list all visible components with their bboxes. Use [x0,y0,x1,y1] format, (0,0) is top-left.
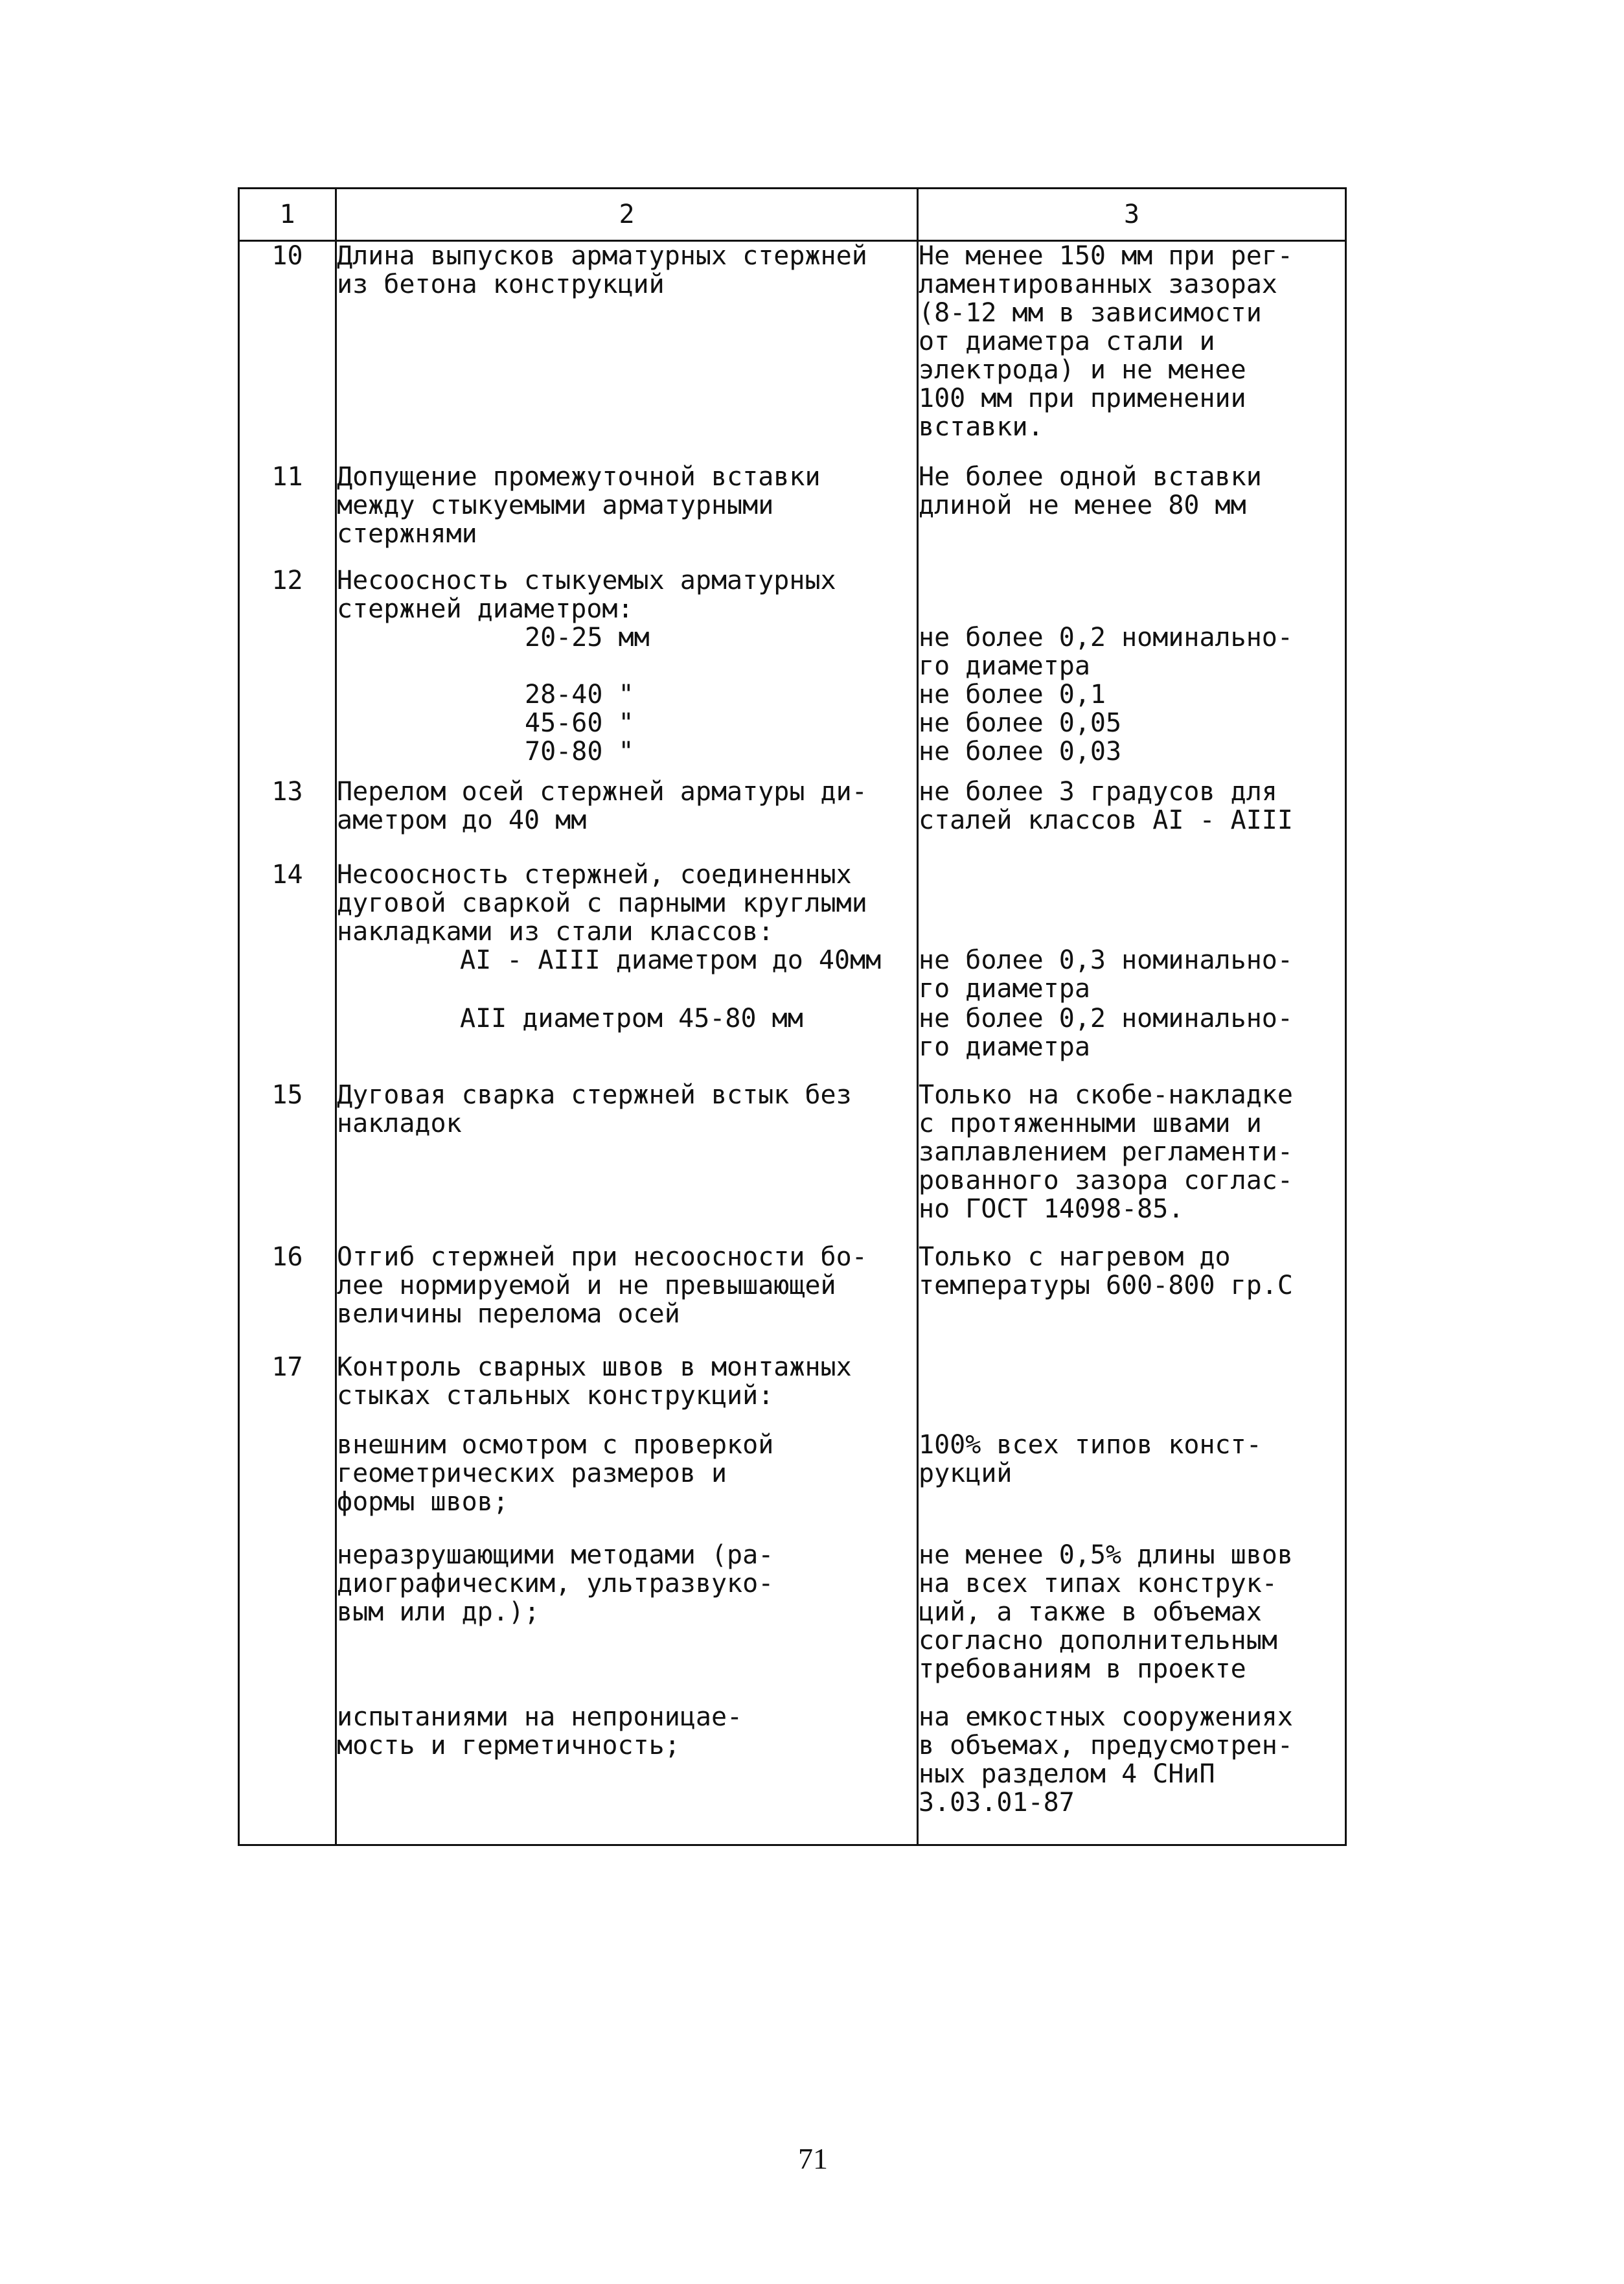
requirement-cell: Не более одной вставки длиной не менее 80 мм [918,463,1346,566]
row-number [239,680,336,778]
row-number [239,1703,336,1845]
parameter-cell: неразрушающими методами (ра- диографическим, ультразвуко- вым или др.); [336,1541,918,1703]
parameter-cell: испытаниями на непроницае- мость и герметичность; [336,1703,918,1845]
row-number [239,623,336,680]
row-number: 16 [239,1243,336,1353]
table-row [239,623,1346,680]
requirement-cell: не более 0,2 номинально- го диаметра [918,1004,1346,1081]
parameter-cell: AI - AIII диаметром до 40мм [336,946,918,1004]
requirement-cell: не более 3 градусов для сталей классов AI - AIII [918,778,1346,860]
row-number: 17 [239,1353,336,1431]
table-row [239,1081,1346,1243]
table-row [239,1004,1346,1081]
row-number: 13 [239,778,336,860]
row-number [239,1431,336,1541]
parameter-cell: Дуговая сварка стержней встык без накладок [336,1081,918,1243]
requirement-cell: Только с нагревом до температуры 600-800 гр.С [918,1243,1346,1353]
table-row [239,1243,1346,1353]
requirement-cell: на емкостных сооружениях в объемах, предусмотрен- ных разделом 4 СНиП 3.03.01-87 [918,1703,1346,1845]
parameter-cell: Длина выпусков арматурных стержней из бетона конструкций [336,241,918,463]
parameter-cell: Контроль сварных швов в монтажных стыках стальных конструкций: [336,1353,918,1431]
parameter-cell: Допущение промежуточной вставки между стыкуемыми арматурными стержнями [336,463,918,566]
table-row [239,463,1346,566]
parameter-cell: AII диаметром 45-80 мм [336,1004,918,1081]
row-number [239,946,336,1004]
table-row [239,1541,1346,1703]
page-number: 71 [798,2142,828,2175]
requirement-cell [918,860,1346,946]
table-header-row [239,189,1346,241]
row-number: 10 [239,241,336,463]
parameter-cell: внешним осмотром с проверкой геометрических размеров и формы швов; [336,1431,918,1541]
parameter-cell: Перелом осей стержней арматуры ди- аметром до 40 мм [336,778,918,860]
requirement-cell: Не менее 150 мм при рег- ламентированных зазорах (8-12 мм в зависимости от диаметра стали и электрода) и не менее 100 мм при применении вставки. [918,241,1346,463]
row-number [239,1004,336,1081]
requirement-cell: не более 0,2 номинально- го диаметра [918,623,1346,680]
table-row [239,946,1346,1004]
parameter-cell: Отгиб стержней при несоосности бо- лее нормируемой и не превышающей величины перелома осей [336,1243,918,1353]
table-row [239,1431,1346,1541]
table-row [239,778,1346,860]
parameter-cell: Несоосность стыкуемых арматурных стержней диаметром: [336,566,918,623]
requirement-cell: не менее 0,5% длины швов на всех типах конструк- ций, а также в объемах согласно дополнительным требованиям в проекте [918,1541,1346,1703]
header-col-2: 2 [336,189,918,241]
requirement-cell: Только на скобе-накладке с протяженными швами и заплавлением регламенти- рованного зазора соглас- но ГОСТ 14098-85. [918,1081,1346,1243]
requirement-cell: не более 0,1 не более 0,05 не более 0,03 [918,680,1346,778]
header-col-3: 3 [918,189,1346,241]
row-number: 12 [239,566,336,623]
header-col-1: 1 [239,189,336,241]
table-row [239,1353,1346,1431]
requirement-cell [918,566,1346,623]
table-row [239,566,1346,623]
table-row [239,1703,1346,1845]
table-row [239,680,1346,778]
requirement-cell [918,1353,1346,1431]
requirement-cell: не более 0,3 номинально- го диаметра [918,946,1346,1004]
row-number: 15 [239,1081,336,1243]
parameter-cell: Несоосность стержней, соединенных дуговой сваркой с парными круглыми накладками из стали классов: [336,860,918,946]
row-number [239,1541,336,1703]
table-row [239,860,1346,946]
table-row [239,241,1346,463]
row-number: 11 [239,463,336,566]
parameter-cell: 20-25 мм [336,623,918,680]
requirement-cell: 100% всех типов конст- рукций [918,1431,1346,1541]
requirements-table [238,187,1347,1846]
row-number: 14 [239,860,336,946]
parameter-cell: 28-40 " 45-60 " 70-80 " [336,680,918,778]
